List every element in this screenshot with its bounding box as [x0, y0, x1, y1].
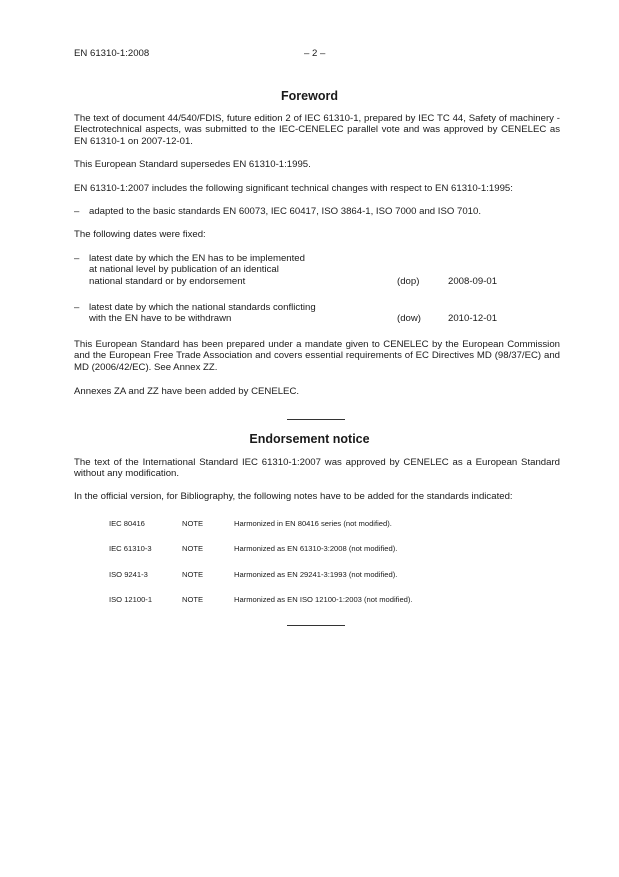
foreword-paragraph-2: This European Standard supersedes EN 61310-1:1995.: [74, 159, 311, 170]
foreword-paragraph-1: The text of document 44/540/FDIS, future edition 2 of IEC 61310-1, prepared by IEC TC 44, Safety of machinery - Electrotechnical aspects, was submitted to the IEC-CENELEC parallel vote and was approved by CENELEC as EN 61310-1 on 2007-12-01.: [74, 113, 560, 147]
foreword-paragraph-6: Annexes ZA and ZZ have been added by CENELEC.: [74, 386, 300, 397]
note-label: NOTE: [182, 519, 204, 528]
date-value-dow: 2010-12-01: [448, 313, 498, 324]
date-item-line: national standard or by endorsement: [89, 275, 246, 287]
date-item-dow: [89, 302, 389, 325]
foreword-paragraph-3: EN 61310-1:2007 includes the following significant technical changes with respect to EN 61310-1:1995:: [74, 183, 513, 194]
note-standard: ISO 12100-1: [109, 595, 153, 604]
list-dash: –: [74, 253, 80, 264]
date-item-line: at national level by publication of an identical: [89, 264, 279, 276]
page-number: – 2 –: [304, 48, 326, 59]
endorsement-title: Endorsement notice: [249, 432, 370, 446]
section-divider: [287, 419, 345, 420]
changes-list-item: adapted to the basic standards EN 60073, IEC 60417, ISO 3864-1, ISO 7000 and ISO 7010.: [89, 206, 482, 217]
date-item-dop: [89, 253, 389, 287]
endorsement-paragraph-2: In the official version, for Bibliography, the following notes have to be added for the standards indicated:: [74, 491, 513, 502]
date-value-dop: 2008-09-01: [448, 276, 498, 287]
note-text: Harmonized as EN 61310-3:2008 (not modified).: [234, 544, 398, 553]
list-dash: –: [74, 302, 80, 313]
note-text: Harmonized as EN 29241-3:1993 (not modified).: [234, 570, 398, 579]
date-code-dow: (dow): [397, 313, 421, 324]
date-item-line: with the EN have to be withdrawn: [89, 313, 232, 325]
note-label: NOTE: [182, 544, 204, 553]
date-code-dop: (dop): [397, 276, 420, 287]
date-item-line: latest date by which the national standards conflicting: [89, 302, 316, 313]
endorsement-paragraph-1: The text of the International Standard IEC 61310-1:2007 was approved by CENELEC as a European Standard without any modification.: [74, 457, 560, 480]
note-text: Harmonized in EN 80416 series (not modified).: [234, 519, 392, 528]
foreword-title: Foreword: [281, 89, 338, 103]
note-standard: IEC 61310-3: [109, 544, 152, 553]
note-label: NOTE: [182, 595, 204, 604]
foreword-paragraph-5: This European Standard has been prepared under a mandate given to CENELEC by the European Commission and the European Free Trade Association and covers essential requirements of EC Directives MD (98/37/EC) and MD (2006/42/EC). See Annex ZZ.: [74, 339, 560, 373]
section-divider: [287, 625, 345, 626]
note-label: NOTE: [182, 570, 204, 579]
note-standard: IEC 80416: [109, 519, 145, 528]
note-text: Harmonized as EN ISO 12100-1:2003 (not modified).: [234, 595, 413, 604]
document-id: EN 61310-1:2008: [74, 48, 150, 59]
list-dash: –: [74, 206, 80, 217]
note-standard: ISO 9241-3: [109, 570, 148, 579]
foreword-paragraph-4: The following dates were fixed:: [74, 229, 206, 240]
date-item-line: latest date by which the EN has to be implemented: [89, 253, 305, 264]
